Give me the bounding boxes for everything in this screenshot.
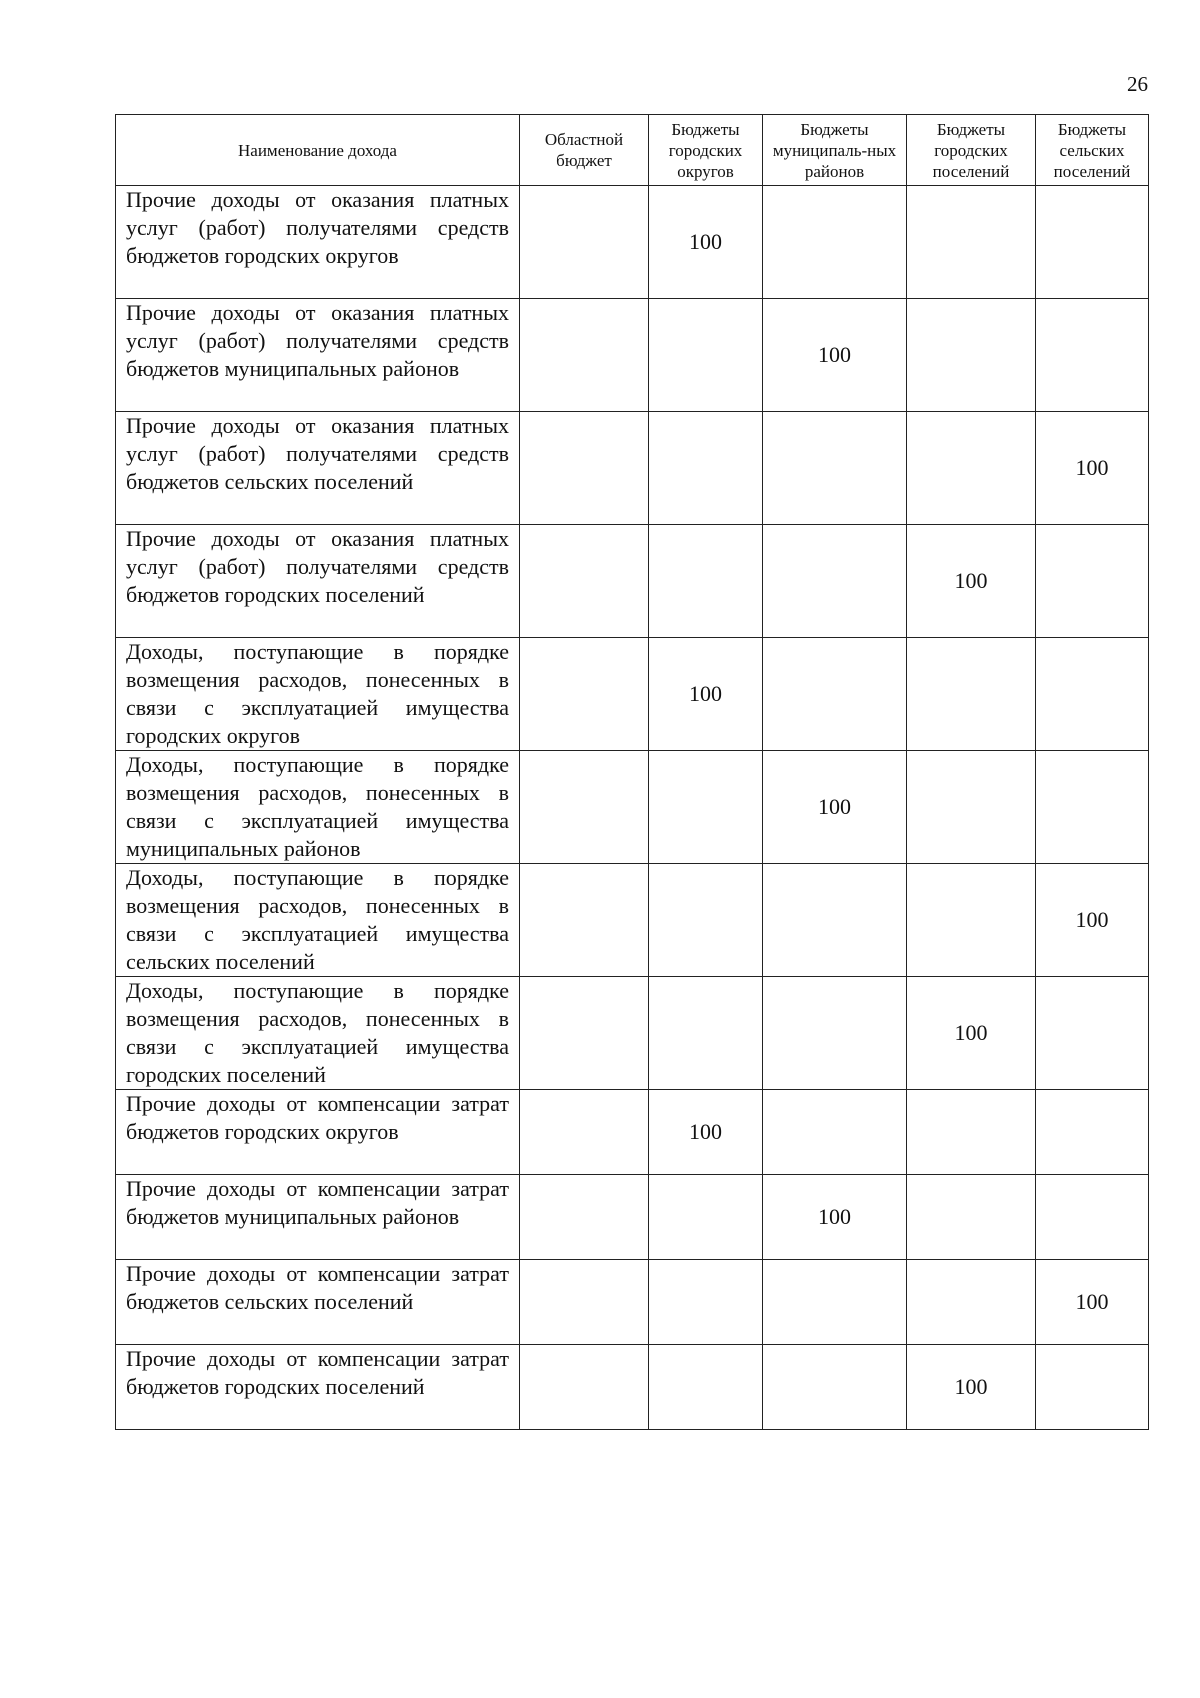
table-row [116,977,1149,1090]
value-urban-settlements [907,1175,1036,1260]
value-city-districts [649,751,763,864]
value-urban-settlements [907,1090,1036,1175]
value-urban-settlements: 100 [907,525,1036,638]
value-municipal-districts: 100 [763,299,907,412]
revenue-name: Прочие доходы от оказания платных услуг (работ) получателями средств бюджетов городских округов [116,186,520,299]
table-row [116,1175,1149,1260]
table-row [116,1345,1149,1430]
revenue-name: Прочие доходы от оказания платных услуг (работ) получателями средств бюджетов городских поселений [116,525,520,638]
value-regional [520,299,649,412]
table-row [116,1260,1149,1345]
value-city-districts [649,864,763,977]
table-row [116,751,1149,864]
value-regional [520,1260,649,1345]
revenue-name: Прочие доходы от оказания платных услуг (работ) получателями средств бюджетов муниципальных районов [116,299,520,412]
value-municipal-districts [763,1260,907,1345]
value-urban-settlements [907,864,1036,977]
revenue-name: Прочие доходы от компенсации затрат бюджетов сельских поселений [116,1260,520,1345]
value-city-districts [649,525,763,638]
value-regional [520,1175,649,1260]
value-city-districts [649,1260,763,1345]
value-urban-settlements [907,412,1036,525]
revenue-name: Прочие доходы от компенсации затрат бюджетов муниципальных районов [116,1175,520,1260]
revenue-name: Доходы, поступающие в порядке возмещения расходов, понесенных в связи с эксплуатацией имущества городских округов [116,638,520,751]
value-urban-settlements: 100 [907,977,1036,1090]
table-row [116,412,1149,525]
value-municipal-districts: 100 [763,751,907,864]
value-rural-settlements [1036,638,1149,751]
value-regional [520,1090,649,1175]
value-city-districts [649,1175,763,1260]
table-header-row [116,115,1149,186]
value-municipal-districts [763,412,907,525]
value-rural-settlements: 100 [1036,864,1149,977]
value-regional [520,525,649,638]
value-urban-settlements: 100 [907,1345,1036,1430]
value-urban-settlements [907,638,1036,751]
value-city-districts: 100 [649,186,763,299]
value-rural-settlements [1036,751,1149,864]
value-city-districts: 100 [649,1090,763,1175]
value-regional [520,412,649,525]
value-municipal-districts: 100 [763,1175,907,1260]
revenue-name: Прочие доходы от оказания платных услуг (работ) получателями средств бюджетов сельских поселений [116,412,520,525]
table-row [116,864,1149,977]
value-urban-settlements [907,1260,1036,1345]
revenue-distribution-table [115,114,1149,1430]
table-row [116,1090,1149,1175]
value-regional [520,186,649,299]
value-municipal-districts [763,525,907,638]
value-rural-settlements [1036,299,1149,412]
value-rural-settlements [1036,1345,1149,1430]
value-city-districts [649,412,763,525]
value-urban-settlements [907,186,1036,299]
table-row [116,299,1149,412]
header-regional-budget: Областной бюджет [520,115,649,186]
table-row [116,186,1149,299]
header-urban-settlement-budgets: Бюджеты городских поселений [907,115,1036,186]
header-rural-settlement-budgets: Бюджеты сельских поселений [1036,115,1149,186]
revenue-name: Прочие доходы от компенсации затрат бюджетов городских поселений [116,1345,520,1430]
value-regional [520,864,649,977]
page-number: 26 [1127,72,1148,96]
value-municipal-districts [763,638,907,751]
table-row [116,638,1149,751]
value-urban-settlements [907,299,1036,412]
value-regional [520,751,649,864]
value-city-districts [649,1345,763,1430]
header-municipal-district-budgets: Бюджеты муниципаль-ных районов [763,115,907,186]
revenue-name: Доходы, поступающие в порядке возмещения расходов, понесенных в связи с эксплуатацией имущества муниципальных районов [116,751,520,864]
value-rural-settlements [1036,1090,1149,1175]
value-municipal-districts [763,977,907,1090]
value-city-districts [649,977,763,1090]
value-regional [520,638,649,751]
table-row [116,525,1149,638]
value-rural-settlements [1036,525,1149,638]
revenue-name: Доходы, поступающие в порядке возмещения расходов, понесенных в связи с эксплуатацией имущества городских поселений [116,977,520,1090]
value-municipal-districts [763,186,907,299]
header-revenue-name: Наименование дохода [116,115,520,186]
value-rural-settlements: 100 [1036,1260,1149,1345]
revenue-name: Доходы, поступающие в порядке возмещения расходов, понесенных в связи с эксплуатацией имущества сельских поселений [116,864,520,977]
revenue-name: Прочие доходы от компенсации затрат бюджетов городских округов [116,1090,520,1175]
value-municipal-districts [763,864,907,977]
header-city-district-budgets: Бюджеты городских округов [649,115,763,186]
value-rural-settlements [1036,1175,1149,1260]
value-urban-settlements [907,751,1036,864]
value-city-districts [649,299,763,412]
value-rural-settlements [1036,186,1149,299]
value-regional [520,977,649,1090]
value-rural-settlements: 100 [1036,412,1149,525]
value-municipal-districts [763,1345,907,1430]
value-city-districts: 100 [649,638,763,751]
value-municipal-districts [763,1090,907,1175]
value-rural-settlements [1036,977,1149,1090]
value-regional [520,1345,649,1430]
